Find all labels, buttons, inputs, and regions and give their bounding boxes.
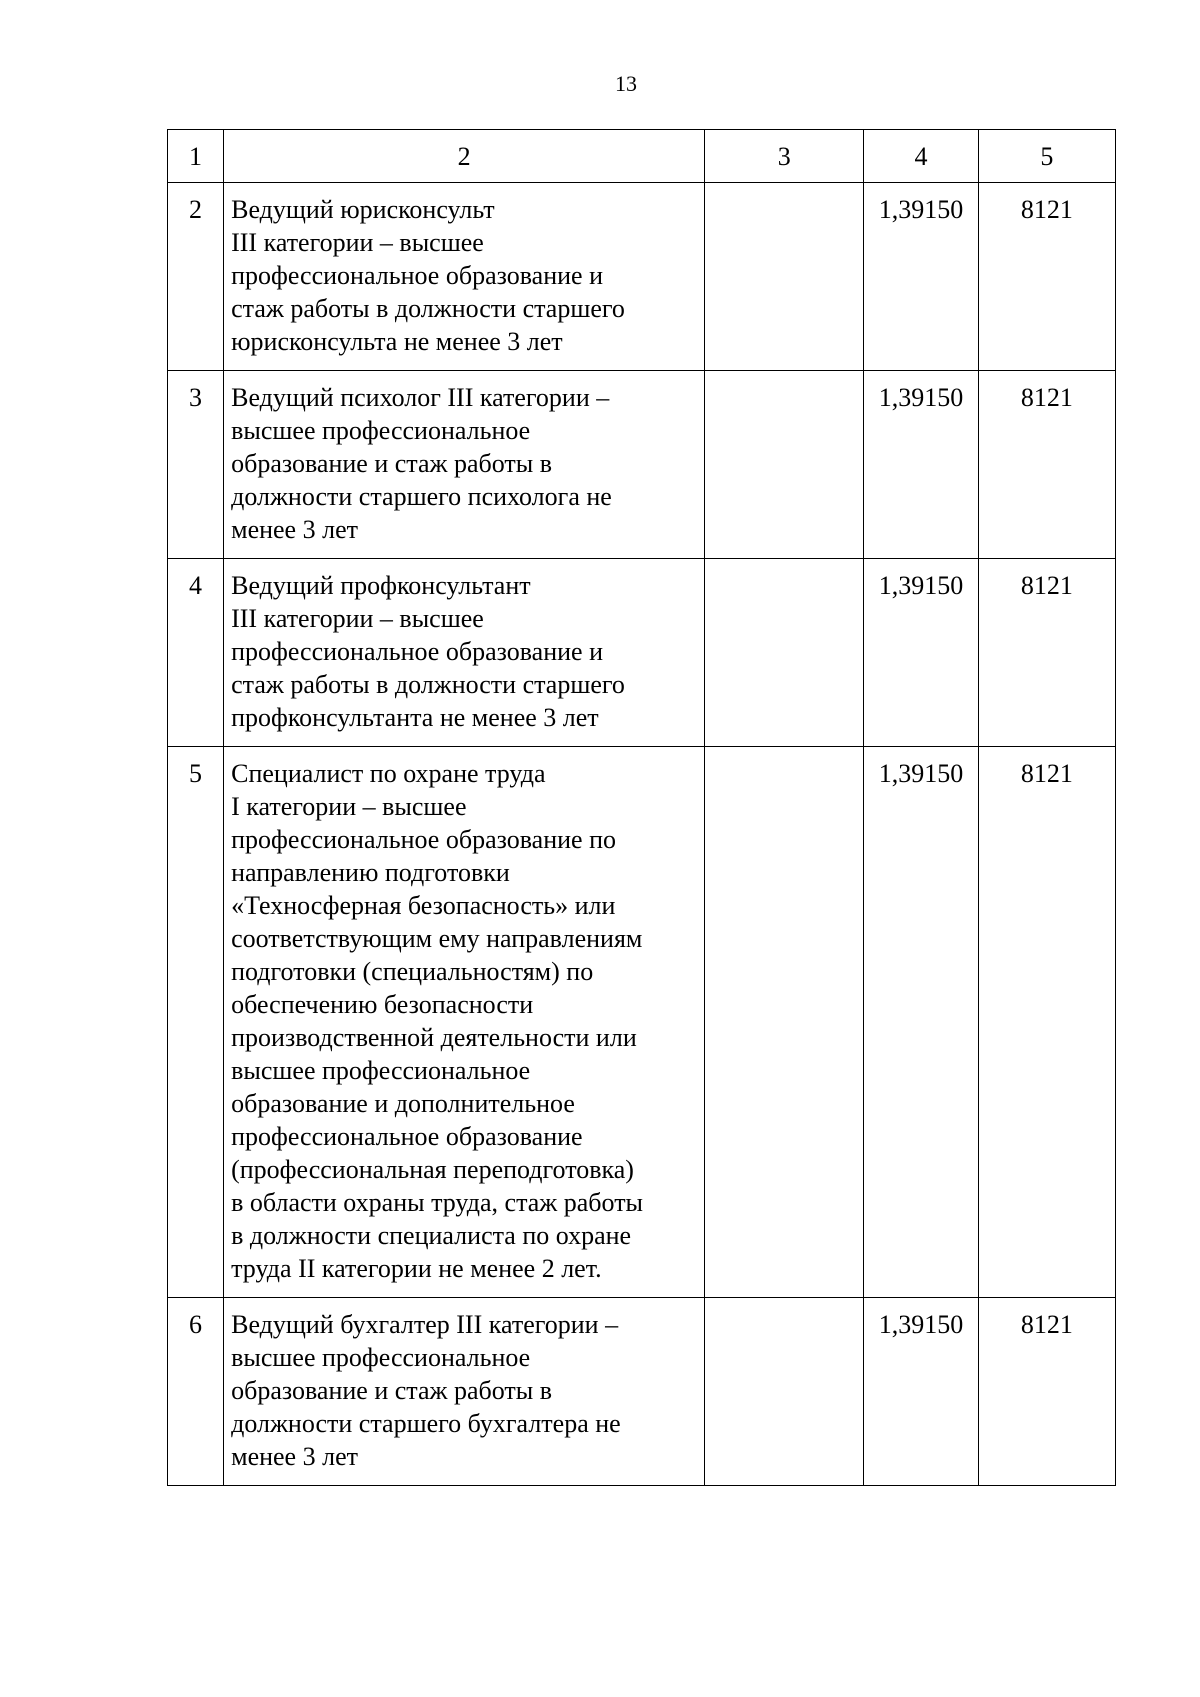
code-cell: 8121: [978, 183, 1115, 371]
description-line: стаж работы в должности старшего: [231, 670, 625, 699]
description-line: (профессиональная переподготовка): [231, 1155, 634, 1184]
column-header: 2: [224, 130, 705, 183]
description-line: профессиональное образование по: [231, 825, 616, 854]
description-line: менее 3 лет: [231, 1442, 358, 1471]
row-number: 3: [168, 371, 224, 559]
row-number: 4: [168, 559, 224, 747]
description-line: менее 3 лет: [231, 515, 358, 544]
description-line: Ведущий профконсультант: [231, 571, 531, 600]
column-3-cell: [705, 183, 864, 371]
column-3-cell: [705, 559, 864, 747]
description-line: соответствующим ему направлениям: [231, 924, 643, 953]
coefficient-cell: 1,39150: [864, 1298, 978, 1486]
column-number-header-row: [168, 130, 1116, 183]
description-line: труда II категории не менее 2 лет.: [231, 1254, 602, 1283]
table-body: [168, 130, 1116, 1486]
description-line: Специалист по охране труда: [231, 759, 546, 788]
table-row: [168, 747, 1116, 1298]
description-line: образование и дополнительное: [231, 1089, 575, 1118]
column-header: 5: [978, 130, 1115, 183]
coefficient-cell: 1,39150: [864, 183, 978, 371]
code-cell: 8121: [978, 747, 1115, 1298]
table-row: [168, 183, 1116, 371]
description-line: III категории – высшее: [231, 604, 484, 633]
position-description: [224, 1298, 705, 1486]
position-description: [224, 747, 705, 1298]
coefficient-cell: 1,39150: [864, 747, 978, 1298]
column-header: 1: [168, 130, 224, 183]
description-line: Ведущий юрисконсульт: [231, 195, 495, 224]
description-line: высшее профессиональное: [231, 1343, 531, 1372]
description-line: стаж работы в должности старшего: [231, 294, 625, 323]
table-row: [168, 371, 1116, 559]
description-line: должности старшего психолога не: [231, 482, 612, 511]
coefficient-cell: 1,39150: [864, 559, 978, 747]
position-description: [224, 183, 705, 371]
description-line: производственной деятельности или: [231, 1023, 637, 1052]
description-line: I категории – высшее: [231, 792, 467, 821]
position-description: [224, 559, 705, 747]
description-line: обеспечению безопасности: [231, 990, 534, 1019]
column-3-cell: [705, 1298, 864, 1486]
column-3-cell: [705, 371, 864, 559]
description-line: образование и стаж работы в: [231, 449, 553, 478]
column-header: 3: [705, 130, 864, 183]
coefficient-cell: 1,39150: [864, 371, 978, 559]
code-cell: 8121: [978, 371, 1115, 559]
description-line: высшее профессиональное: [231, 416, 531, 445]
table-row: [168, 1298, 1116, 1486]
description-line: подготовки (специальностям) по: [231, 957, 594, 986]
column-header: 4: [864, 130, 978, 183]
description-line: в должности специалиста по охране: [231, 1221, 632, 1250]
page-number: 13: [615, 71, 637, 96]
description-line: образование и стаж работы в: [231, 1376, 553, 1405]
row-number: 2: [168, 183, 224, 371]
positions-table: [167, 129, 1116, 1486]
row-number: 6: [168, 1298, 224, 1486]
description-line: в области охраны труда, стаж работы: [231, 1188, 644, 1217]
description-line: юрисконсульта не менее 3 лет: [231, 327, 563, 356]
column-3-cell: [705, 747, 864, 1298]
description-line: профессиональное образование и: [231, 261, 603, 290]
description-line: профессиональное образование: [231, 1122, 583, 1151]
row-number: 5: [168, 747, 224, 1298]
description-line: высшее профессиональное: [231, 1056, 531, 1085]
description-line: должности старшего бухгалтера не: [231, 1409, 621, 1438]
description-line: III категории – высшее: [231, 228, 484, 257]
code-cell: 8121: [978, 1298, 1115, 1486]
description-line: «Техносферная безопасность» или: [231, 891, 616, 920]
position-description: [224, 371, 705, 559]
description-line: Ведущий бухгалтер III категории –: [231, 1310, 619, 1339]
description-line: Ведущий психолог III категории –: [231, 383, 610, 412]
table-row: [168, 559, 1116, 747]
description-line: профессиональное образование и: [231, 637, 603, 666]
description-line: направлению подготовки: [231, 858, 510, 887]
description-line: профконсультанта не менее 3 лет: [231, 703, 599, 732]
code-cell: 8121: [978, 559, 1115, 747]
